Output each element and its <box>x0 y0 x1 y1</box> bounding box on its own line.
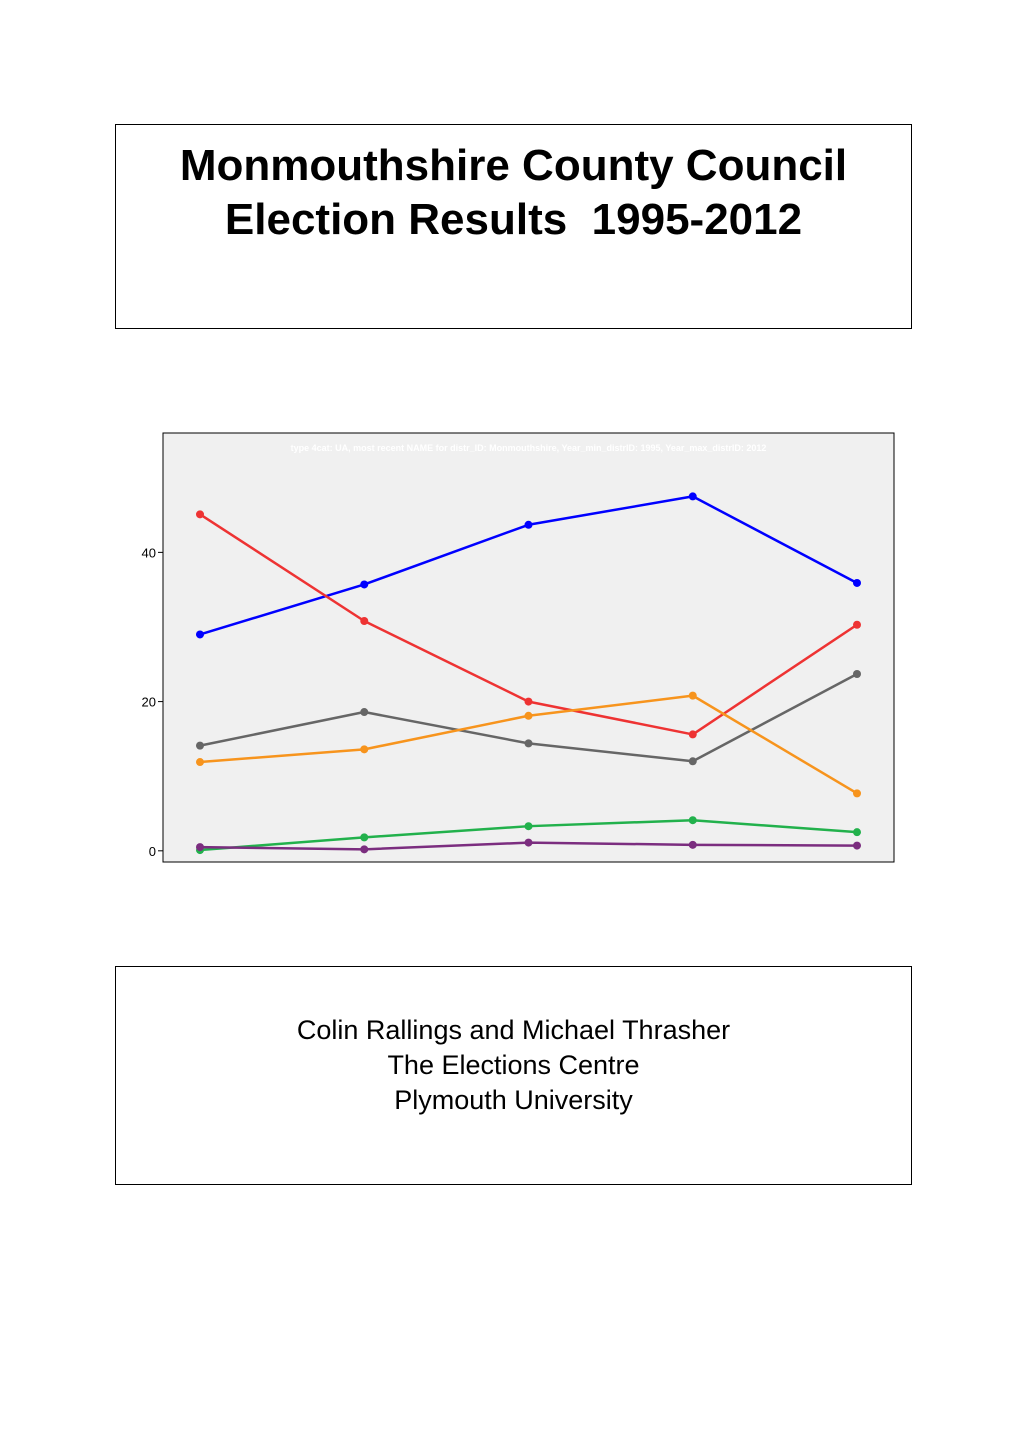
data-point <box>853 842 861 850</box>
data-point <box>196 758 204 766</box>
data-point <box>525 712 533 720</box>
data-point <box>525 739 533 747</box>
data-point <box>689 757 697 765</box>
data-point <box>196 630 204 638</box>
credit-box <box>115 966 912 1185</box>
credit-authors: Colin Rallings and Michael Thrasher <box>296 1015 731 1045</box>
data-point <box>689 841 697 849</box>
data-point <box>525 521 533 529</box>
chart-title: type 4cat: UA, most recent NAME for distr_ID: Monmouthshire, Year_min_distrID: 1995, Year_max_distrID: 2012 <box>290 443 767 453</box>
data-point <box>360 845 368 853</box>
data-point <box>196 742 204 750</box>
y-tick-label: 0 <box>148 843 156 859</box>
data-point <box>853 579 861 587</box>
data-point <box>525 822 533 830</box>
data-point <box>689 730 697 738</box>
data-point <box>196 843 204 851</box>
plot-background <box>163 433 894 862</box>
credit-university: Plymouth University <box>394 1085 633 1115</box>
data-point <box>360 708 368 716</box>
y-axis <box>142 545 163 858</box>
data-point <box>853 789 861 797</box>
line-chart <box>100 425 910 875</box>
data-point <box>689 692 697 700</box>
data-point <box>689 816 697 824</box>
data-point <box>360 745 368 753</box>
data-point <box>525 698 533 706</box>
data-point <box>853 621 861 629</box>
credit-centre: The Elections Centre <box>387 1050 640 1080</box>
y-tick-label: 20 <box>141 694 156 710</box>
data-point <box>360 580 368 588</box>
data-point <box>853 670 861 678</box>
data-point <box>360 833 368 841</box>
chart-svg <box>100 425 910 875</box>
data-point <box>360 617 368 625</box>
data-point <box>525 839 533 847</box>
title-box <box>115 124 912 329</box>
title-line-2: Election Results 1995-2012 <box>224 195 803 244</box>
data-point <box>853 828 861 836</box>
y-tick-label: 40 <box>141 545 156 561</box>
data-point <box>689 492 697 500</box>
data-point <box>196 510 204 518</box>
title-line-1: Monmouthshire County Council <box>179 141 848 190</box>
